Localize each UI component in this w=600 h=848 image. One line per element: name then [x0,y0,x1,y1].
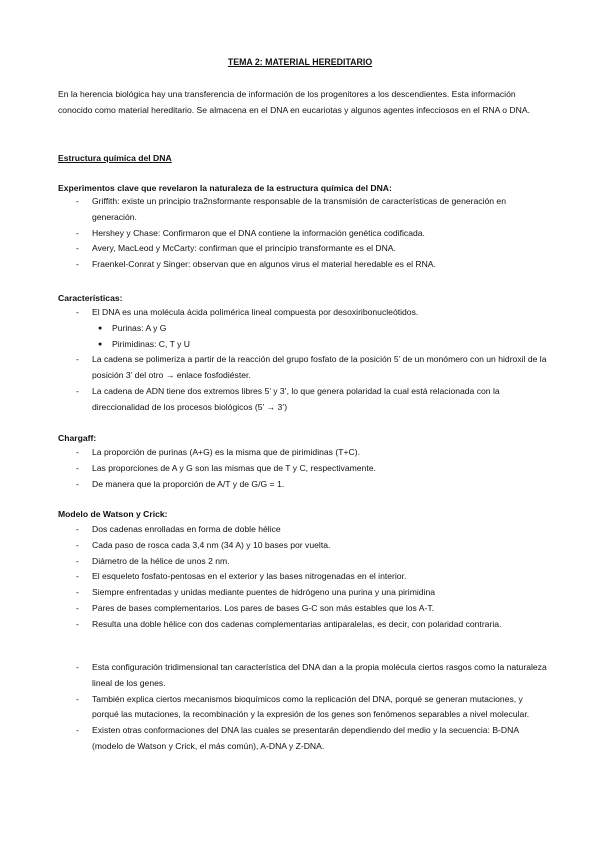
list-item: - Hershey y Chase: Confirmaron que el DNA contiene la información genética codificada. [76,227,425,238]
list-item: - La cadena de ADN tiene dos extremos libres 5’ y 3’, lo que genera polaridad la cual está relacionada con la direccionalidad de los procesos biológicos (5’ → 3’) [76,385,500,412]
section-title: Estructura química del DNA [58,153,172,163]
list-item: - Resulta una doble hélice con dos cadenas complementarias antiparalelas, es decir, con polaridad contraria. [76,618,502,629]
list-item: - De manera que la proporción de A/T y de G/G = 1. [76,478,285,489]
experimentos-list [58,194,550,273]
list-item: - También explica ciertos mecanismos bioquímicos como la replicación del DNA, porqué se generan mutaciones, y porqué las mutaciones, la recombinación y la expresión de los genes son fenómenos separables a nivel molecular. [76,693,530,720]
watson-crick-extra-list [58,660,550,755]
chargaff-list [58,445,550,492]
list-item: - Esta configuración tridimensional tan característica del DNA dan a la propia molécula ciertos rasgos como la naturaleza lineal de los genes. [76,662,547,688]
caracteristicas-list [58,305,550,416]
list-item: - Las proporciones de A y G son las mismas que de T y C, respectivamente. [76,462,376,473]
list-item: - Diámetro de la hélice de unos 2 nm. [76,555,230,566]
watson-crick-heading: Modelo de Watson y Crick: [58,509,168,519]
bases-list [58,321,550,353]
list-item: ● Purinas: A y G [98,322,167,333]
list-item: - La proporción de purinas (A+G) es la misma que de pirimidinas (T+C). [76,447,360,457]
caracteristicas-heading: Características: [58,293,123,303]
list-item: - La cadena se polimeriza a partir de la reacción del grupo fosfato de la posición 5’ de un monómero con un hidroxil de la posición 3’ del otro → enlace fosfodiéster. [76,354,547,381]
document-title: TEMA 2: MATERIAL HEREDITARIO [227,57,373,67]
list-item: - Fraenkel-Conrat y Singer: observan que en algunos virus el material heredable es el RNA. [76,259,436,270]
list-item: - Pares de bases complementarios. Los pares de bases G-C son más estables que los A-T. [76,602,435,613]
chargaff-heading: Chargaff: [58,433,97,443]
list-item: - Griffith: existe un principio tra2nsformante responsable de la transmisión de características de generación en generación. [76,196,506,222]
experimentos-heading: Experimentos clave que revelaron la naturaleza de la estructura química del DNA: [58,183,392,193]
list-item: - Dos cadenas enrolladas en forma de doble hélice [76,524,281,534]
list-item: - Siempre enfrentadas y unidas mediante puentes de hidrógeno una purina y una pirimidina [76,587,436,598]
list-item: - El DNA es una molécula ácida polimérica lineal compuesta por desoxiribonucleótidos. ● Purinas: A y G ● Pirimidinas: C, T y U [58,305,550,352]
watson-crick-list [58,522,550,633]
list-item: - El esqueleto fosfato-pentosas en el exterior y las bases nitrogenadas en el interior. [76,571,407,582]
list-item: - Avery, MacLeod y McCarty: confirman que el principio transformante es el DNA. [76,243,396,254]
list-item: - Existen otras conformaciones del DNA las cuales se presentarán dependiendo del medio y la secuencia: B-DNA (modelo de Watson y Crick, el más común), A-DNA y Z-DNA. [76,725,519,751]
list-item: - Cada paso de rosca cada 3,4 nm (34 A) y 10 bases por vuelta. [76,539,331,550]
list-item: ● Pirimidinas: C, T y U [98,338,190,349]
intro-paragraph: En la herencia biológica hay una transferencia de información de los progenitores a los descendientes. Esta información conocido como material hereditario. Se almacena en el DNA en eucariotas y algunos agentes infecciosos en el RNA o DNA. [58,89,530,116]
